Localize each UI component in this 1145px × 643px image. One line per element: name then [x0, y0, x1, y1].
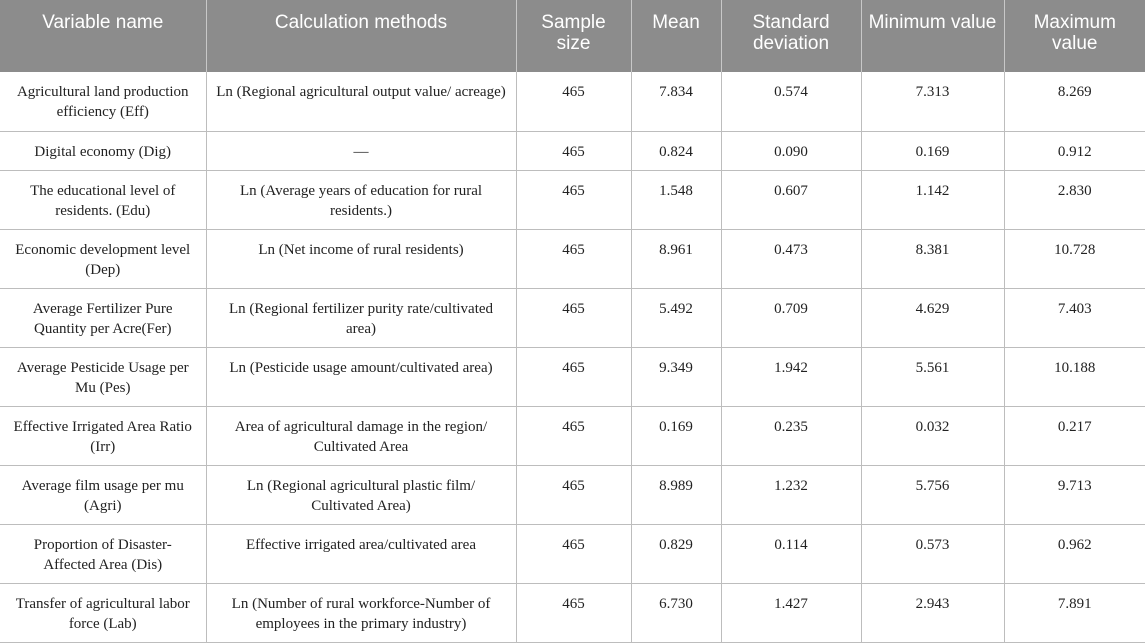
cell-standard-deviation: 0.090 [721, 131, 861, 170]
cell-mean: 7.834 [631, 72, 721, 131]
header-standard-deviation: Standard deviation [721, 0, 861, 72]
cell-calculation-method: Ln (Regional agricultural output value/ acreage) [206, 72, 516, 131]
cell-maximum-value: 7.403 [1004, 288, 1145, 347]
cell-minimum-value: 0.032 [861, 406, 1004, 465]
cell-calculation-method: Ln (Average years of education for rural residents.) [206, 170, 516, 229]
cell-variable-name: Agricultural land production efficiency (Eff) [0, 72, 206, 131]
cell-mean: 8.989 [631, 465, 721, 524]
cell-calculation-method: Ln (Number of rural workforce-Number of employees in the primary industry) [206, 583, 516, 642]
cell-calculation-method: Area of agricultural damage in the region/ Cultivated Area [206, 406, 516, 465]
cell-calculation-method: Ln (Regional fertilizer purity rate/cultivated area) [206, 288, 516, 347]
table-row [0, 170, 1145, 229]
cell-sample-size: 465 [516, 583, 631, 642]
cell-mean: 1.548 [631, 170, 721, 229]
cell-mean: 8.961 [631, 229, 721, 288]
cell-maximum-value: 10.188 [1004, 347, 1145, 406]
header-mean: Mean [631, 0, 721, 72]
cell-standard-deviation: 1.942 [721, 347, 861, 406]
cell-sample-size: 465 [516, 131, 631, 170]
cell-minimum-value: 2.943 [861, 583, 1004, 642]
cell-standard-deviation: 0.574 [721, 72, 861, 131]
cell-minimum-value: 4.629 [861, 288, 1004, 347]
cell-standard-deviation: 0.709 [721, 288, 861, 347]
cell-maximum-value: 0.962 [1004, 524, 1145, 583]
cell-maximum-value: 10.728 [1004, 229, 1145, 288]
cell-variable-name: Average film usage per mu (Agri) [0, 465, 206, 524]
cell-mean: 0.169 [631, 406, 721, 465]
cell-variable-name: Effective Irrigated Area Ratio (Irr) [0, 406, 206, 465]
cell-variable-name: Economic development level (Dep) [0, 229, 206, 288]
cell-mean: 0.824 [631, 131, 721, 170]
cell-maximum-value: 7.891 [1004, 583, 1145, 642]
cell-standard-deviation: 1.427 [721, 583, 861, 642]
table-row [0, 406, 1145, 465]
header-row [0, 0, 1145, 72]
cell-variable-name: Average Fertilizer Pure Quantity per Acre(Fer) [0, 288, 206, 347]
cell-minimum-value: 7.313 [861, 72, 1004, 131]
cell-minimum-value: 5.756 [861, 465, 1004, 524]
table-row [0, 229, 1145, 288]
cell-mean: 6.730 [631, 583, 721, 642]
header-minimum-value: Minimum value [861, 0, 1004, 72]
cell-variable-name: Average Pesticide Usage per Mu (Pes) [0, 347, 206, 406]
cell-calculation-method: Effective irrigated area/cultivated area [206, 524, 516, 583]
cell-sample-size: 465 [516, 170, 631, 229]
cell-calculation-method: Ln (Regional agricultural plastic film/ Cultivated Area) [206, 465, 516, 524]
header-calculation-methods: Calculation methods [206, 0, 516, 72]
cell-maximum-value: 0.217 [1004, 406, 1145, 465]
cell-maximum-value: 8.269 [1004, 72, 1145, 131]
cell-sample-size: 465 [516, 288, 631, 347]
cell-variable-name: Proportion of Disaster-Affected Area (Dis) [0, 524, 206, 583]
cell-mean: 9.349 [631, 347, 721, 406]
cell-calculation-method: — [206, 131, 516, 170]
table-row [0, 288, 1145, 347]
cell-variable-name: Transfer of agricultural labor force (Lab) [0, 583, 206, 642]
cell-minimum-value: 0.169 [861, 131, 1004, 170]
cell-sample-size: 465 [516, 72, 631, 131]
table-row [0, 583, 1145, 642]
cell-minimum-value: 0.573 [861, 524, 1004, 583]
table-row [0, 347, 1145, 406]
cell-calculation-method: Ln (Pesticide usage amount/cultivated area) [206, 347, 516, 406]
cell-sample-size: 465 [516, 229, 631, 288]
table-row [0, 72, 1145, 131]
cell-standard-deviation: 1.232 [721, 465, 861, 524]
table-row [0, 524, 1145, 583]
cell-standard-deviation: 0.473 [721, 229, 861, 288]
cell-calculation-method: Ln (Net income of rural residents) [206, 229, 516, 288]
cell-sample-size: 465 [516, 347, 631, 406]
cell-minimum-value: 5.561 [861, 347, 1004, 406]
table-row [0, 131, 1145, 170]
cell-standard-deviation: 0.235 [721, 406, 861, 465]
cell-sample-size: 465 [516, 465, 631, 524]
header-maximum-value: Maximum value [1004, 0, 1145, 72]
cell-minimum-value: 8.381 [861, 229, 1004, 288]
cell-sample-size: 465 [516, 406, 631, 465]
cell-standard-deviation: 0.114 [721, 524, 861, 583]
cell-maximum-value: 9.713 [1004, 465, 1145, 524]
table-row [0, 465, 1145, 524]
cell-maximum-value: 2.830 [1004, 170, 1145, 229]
header-sample-size: Sample size [516, 0, 631, 72]
cell-standard-deviation: 0.607 [721, 170, 861, 229]
cell-sample-size: 465 [516, 524, 631, 583]
cell-variable-name: Digital economy (Dig) [0, 131, 206, 170]
cell-mean: 5.492 [631, 288, 721, 347]
cell-mean: 0.829 [631, 524, 721, 583]
cell-maximum-value: 0.912 [1004, 131, 1145, 170]
cell-variable-name: The educational level of residents. (Edu) [0, 170, 206, 229]
cell-minimum-value: 1.142 [861, 170, 1004, 229]
header-variable-name: Variable name [0, 0, 206, 72]
